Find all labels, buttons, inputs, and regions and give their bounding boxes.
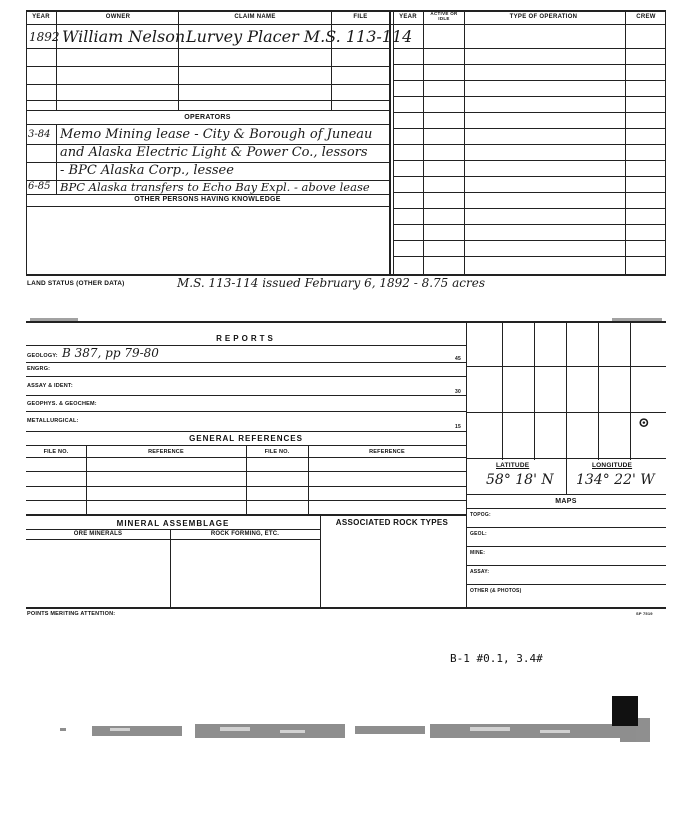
- points-meriting-attention: POINTS MERITING ATTENTION:: [27, 611, 116, 617]
- row-line: [26, 362, 466, 363]
- header-file: FILE: [353, 14, 368, 20]
- header-owner: OWNER: [105, 14, 131, 20]
- row-line: [26, 486, 466, 487]
- mineral-assemblage-title: MINERAL ASSEMBLAGE: [116, 519, 230, 528]
- other-persons-title: OTHER PERSONS HAVING KNOWLEDGE: [134, 196, 281, 203]
- maps-topog: TOPOG:: [470, 512, 491, 518]
- row-line: [26, 124, 389, 125]
- top-border: [26, 10, 666, 12]
- section-divider: [389, 10, 391, 275]
- reports-title: REPORTS: [216, 334, 276, 343]
- col-divider: [320, 514, 321, 607]
- grid-row: [466, 366, 666, 367]
- ref-col-reference-2: REFERENCE: [369, 449, 405, 455]
- header-divider: [26, 24, 666, 25]
- scan-black-block: [612, 696, 638, 726]
- report-label-assay: ASSAY & IDENT:: [27, 383, 73, 389]
- form-number: SP 7519: [636, 611, 653, 616]
- row-line: [26, 395, 466, 396]
- ref-col-file-1: FILE NO.: [43, 449, 69, 455]
- row-line: [26, 48, 389, 49]
- operator-line-4: BPC Alaska transfers to Echo Bay Expl. - above lease: [60, 180, 370, 194]
- row-line: [26, 431, 466, 432]
- file-stamp: B-1 #0.1, 3.4#: [450, 652, 543, 665]
- row-line: [26, 529, 320, 530]
- row-line: [26, 471, 466, 472]
- row-line: [26, 110, 389, 111]
- land-status-value: M.S. 113-114 issued February 6, 1892 - 8.75 acres: [177, 276, 485, 290]
- operators-title: OPERATORS: [184, 114, 231, 121]
- header-active-idle: ACTIVE OR IDLE: [430, 11, 458, 21]
- report-label-geology: GEOLOGY:: [27, 353, 58, 359]
- header-type-of-operation: TYPE OF OPERATION: [509, 14, 578, 20]
- left-border: [26, 10, 27, 275]
- col-divider: [246, 445, 247, 515]
- scan-mark: [612, 318, 662, 321]
- row-line: [466, 546, 666, 547]
- header-claim-name: CLAIM NAME: [234, 14, 276, 20]
- grid-col: [502, 321, 503, 460]
- row-line: [466, 508, 666, 509]
- latitude-value: 58° 18' N: [486, 472, 554, 488]
- mid-section-top: [26, 321, 666, 323]
- row-line: [466, 584, 666, 585]
- maps-geol: GEOL:: [470, 531, 487, 537]
- operator-line-1: Memo Mining lease - City & Borough of Juneau: [60, 127, 373, 142]
- row-line: [26, 66, 389, 67]
- grid-col: [630, 321, 631, 460]
- right-border: [665, 10, 666, 275]
- row-line: [393, 144, 666, 145]
- row-line: [26, 539, 320, 540]
- operator-date-1: 3-84: [28, 129, 51, 140]
- row-line: [393, 256, 666, 257]
- section-divider: [393, 10, 394, 275]
- report-num-30: 30: [455, 389, 461, 395]
- col-divider: [566, 460, 567, 494]
- report-label-engrg: ENGRG:: [27, 366, 51, 372]
- operator-line-2: and Alaska Electric Light & Power Co., lessors: [60, 145, 368, 160]
- maps-other: OTHER (& PHOTOS): [470, 588, 522, 594]
- longitude-value: 134° 22' W: [576, 472, 655, 488]
- rock-forming: ROCK FORMING, ETC.: [210, 531, 280, 537]
- land-status-label: LAND STATUS (OTHER DATA): [27, 280, 125, 287]
- mid-section-bottom: [26, 607, 666, 609]
- row-line: [393, 128, 666, 129]
- row-line: [26, 411, 466, 412]
- col-divider: [56, 10, 57, 110]
- row-line: [26, 84, 389, 85]
- row-line: [393, 160, 666, 161]
- col-divider: [423, 10, 424, 275]
- grid-row: [466, 412, 666, 413]
- row-line: [26, 500, 466, 501]
- row-line: [393, 240, 666, 241]
- row-line: [466, 527, 666, 528]
- report-value-geology: B 387, pp 79-80: [62, 346, 159, 360]
- row-line: [393, 224, 666, 225]
- ref-col-file-2: FILE NO.: [264, 449, 290, 455]
- header-year: YEAR: [32, 14, 50, 20]
- latitude-label: LATITUDE: [496, 462, 530, 469]
- report-num-15: 15: [455, 424, 461, 430]
- ref-col-reference-1: REFERENCE: [148, 449, 184, 455]
- row-line: [26, 100, 389, 101]
- row-line: [393, 80, 666, 81]
- row-line: [26, 376, 466, 377]
- row-line: [26, 206, 389, 207]
- col-divider: [86, 445, 87, 515]
- row-line: [393, 176, 666, 177]
- ore-minerals: ORE MINERALS: [73, 531, 123, 537]
- maps-title: MAPS: [555, 498, 577, 505]
- grid-col: [534, 321, 535, 460]
- col-divider: [464, 10, 465, 275]
- col-divider: [308, 445, 309, 515]
- operator-date-2: 6-85: [28, 181, 51, 192]
- general-references-title: GENERAL REFERENCES: [189, 434, 303, 443]
- col-divider: [625, 10, 626, 275]
- grid-col: [566, 321, 567, 460]
- row-line: [393, 112, 666, 113]
- operator-line-3: - BPC Alaska Corp., lessee: [60, 163, 234, 178]
- report-label-geophys: GEOPHYS. & GEOCHEM:: [27, 401, 97, 407]
- scan-mark: [30, 318, 78, 321]
- associated-rock-types: ASSOCIATED ROCK TYPES: [335, 518, 449, 527]
- col-divider: [178, 10, 179, 110]
- col-divider: [56, 124, 57, 194]
- owner-year: 1892: [29, 30, 60, 44]
- location-mark: ⊙: [638, 415, 650, 431]
- row-line: [393, 96, 666, 97]
- owner-name: William Nelson: [62, 27, 186, 46]
- row-line: [466, 565, 666, 566]
- report-num-45: 45: [455, 356, 461, 362]
- grid-col: [598, 321, 599, 460]
- row-line: [393, 48, 666, 49]
- maps-assay: ASSAY:: [470, 569, 490, 575]
- row-line: [393, 64, 666, 65]
- claim-name: Lurvey Placer M.S. 113-114: [186, 27, 413, 46]
- col-divider: [331, 10, 332, 110]
- scan-noise-band: [20, 714, 660, 748]
- longitude-label: LONGITUDE: [592, 462, 633, 469]
- col-divider: [170, 529, 171, 607]
- header-year-2: YEAR: [399, 14, 417, 20]
- row-line: [26, 514, 466, 516]
- report-label-metallurgical: METALLURGICAL:: [27, 418, 79, 424]
- header-crew: CREW: [636, 14, 656, 20]
- row-line: [393, 208, 666, 209]
- row-line: [26, 194, 389, 195]
- grid-row: [466, 458, 666, 459]
- row-line: [466, 494, 666, 495]
- maps-mine: MINE:: [470, 550, 486, 556]
- row-line: [393, 192, 666, 193]
